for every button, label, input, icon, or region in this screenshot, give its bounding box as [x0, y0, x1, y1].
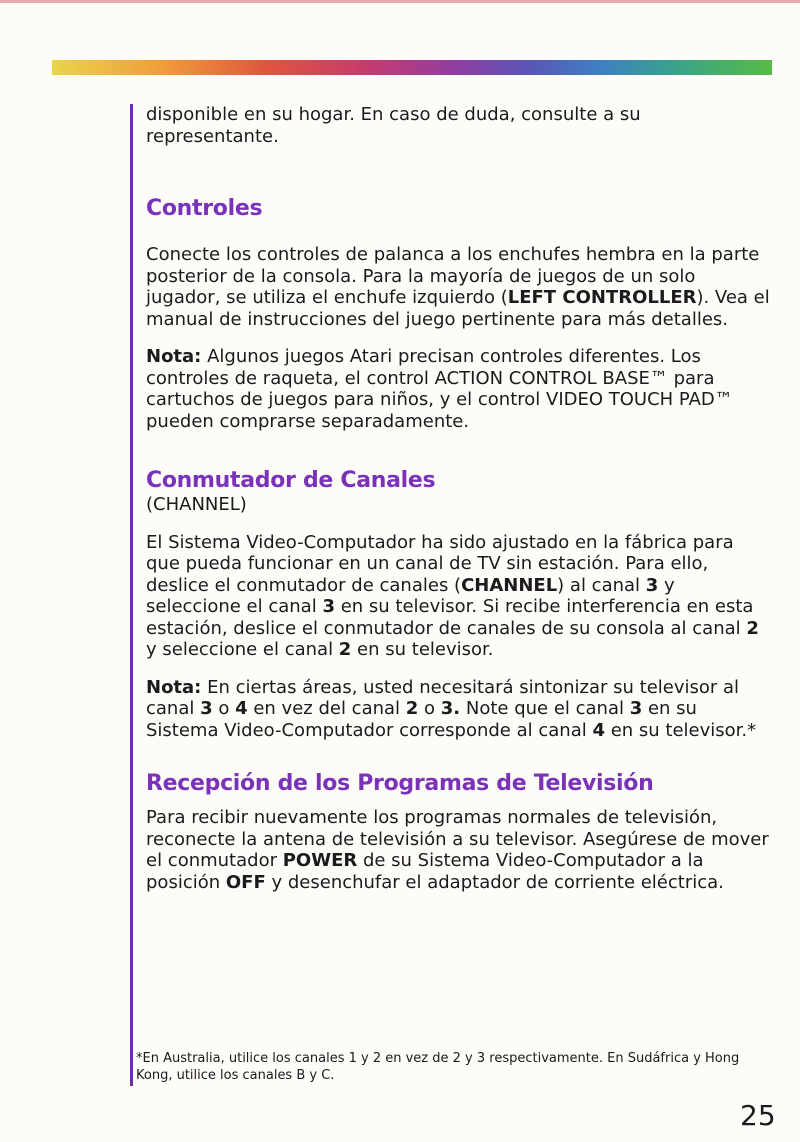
note-label: Nota: [146, 676, 202, 698]
controles-note: Nota: Algunos juegos Atari precisan controles diferentes. Los controles de raqueta, el control ACTION CONTROL BASE™ para cartuchos de juegos para niños, y el control VIDEO TOUCH PAD™ pueden comprarse separadamente. [146, 346, 733, 432]
page-content [146, 104, 772, 893]
heading-conmutador-canales: Conmutador de Canales [146, 468, 436, 493]
subheading-channel: (CHANNEL) [146, 494, 247, 515]
rainbow-header-bar [52, 60, 772, 75]
intro-paragraph: disponible en su hogar. En caso de duda, consulte a su representante. [146, 104, 641, 147]
heading-controles: Controles [146, 196, 263, 221]
canales-paragraph: El Sistema Video-Computador ha sido ajustado en la fábrica para que pueda funcionar en un canal de TV sin estación. Para ello, deslice el conmutador de canales (CHANNEL) al canal 3 y seleccione el canal 3 en su televisor. Si recibe interferencia en esta estación, deslice el conmutador de canales de su consola al canal 2 y seleccione el canal 2 en su televisor. [146, 531, 759, 660]
footnote: *En Australia, utilice los canales 1 y 2 en vez de 2 y 3 respectivamente. En Sudáfrica y Hong Kong, utilice los canales B y C. [136, 1051, 740, 1083]
note-label: Nota: [146, 346, 202, 367]
page-top-edge [0, 0, 800, 3]
controles-paragraph: Conecte los controles de palanca a los enchufes hembra en la parte posterior de la consola. Para la mayoría de juegos de un solo jugador, se utiliza el enchufe izquierdo (LEFT CONTROLLER). Vea el manual de instrucciones del juego pertinente para más detalles. [146, 244, 770, 330]
canales-note: Nota: En ciertas áreas, usted necesitará sintonizar su televisor al canal 3 o 4 en vez del canal 2 o 3. Note que el canal 3 en su Sistema Video-Computador corresponde al canal 4 en su televisor.* [146, 676, 757, 741]
recepcion-paragraph: Para recibir nuevamente los programas normales de televisión, reconecte la antena de televisión a su televisor. Asegúrese de mover el conmutador POWER de su Sistema Video-Computador a la posición OFF y desenchufar el adaptador de corriente eléctrica. [146, 807, 769, 893]
page-number: 25 [740, 1099, 776, 1132]
heading-recepcion-programas: Recepción de los Programas de Televisión [146, 771, 654, 796]
left-margin-rule [130, 104, 133, 1086]
